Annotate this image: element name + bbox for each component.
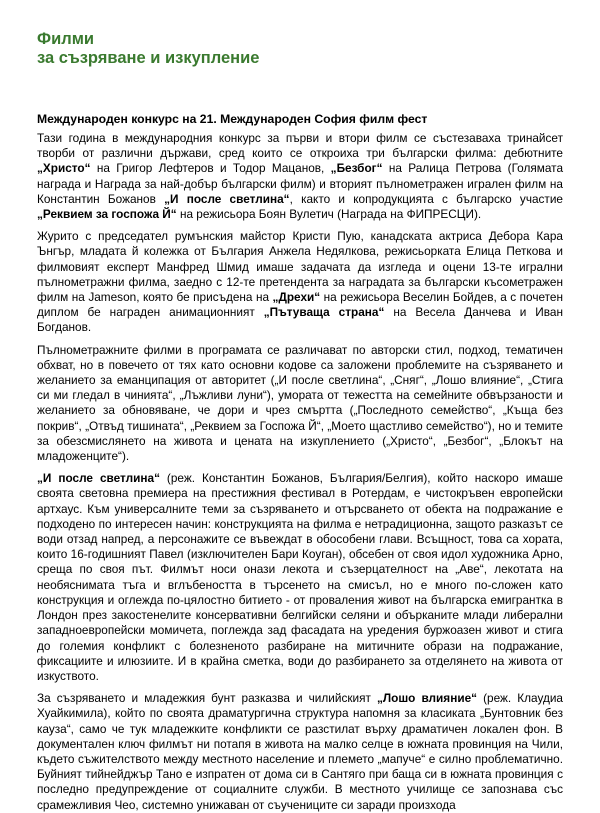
article-title-line-2: за съзряване и изкупление — [37, 49, 260, 67]
paragraph-5 — [37, 691, 563, 813]
paragraph-text: Пълнометражните филми в програмата се различават по авторски стил, подход, тематичен обхват, но в повечето от тях като основни кодове са заложени проблемите на съзряването и желанието за еманципация от авторитет („И после светлина“, „Сняг“, „Лошо влияние“, „Стига си ми гледал в чинията“, „Лъжливи луни“), умората от тежестта на семейните обвързаности и желанието за обновяване, че дори и чрез смъртта („Последното семейство“, „Къща без покрив“, „Отвъд тишината“, „Реквием за Госпожа Й“, „Моето щастливо семейство“), но и темите за обезсмислянето на живота и цената на изкуплението („Христо“, „Безбог“, „Блокът на младоженците“). — [37, 342, 563, 464]
article-title — [37, 30, 563, 68]
film-title-bold: „И после светлина“ — [37, 471, 160, 486]
film-title-bold: „Дрехи“ — [272, 290, 321, 305]
article-body — [37, 131, 563, 813]
document-page — [37, 30, 563, 813]
paragraph-text: , както и копродукцията с българско участие — [289, 191, 563, 206]
film-title-bold: „Безбог“ — [330, 161, 383, 176]
paragraph-text: на режисьора Веселин Бойдев, а с почетен диплом бе награден анимационният — [37, 290, 563, 320]
film-title-bold: „И после светлина“ — [164, 191, 290, 206]
paragraph-3 — [37, 343, 563, 465]
paragraph-4 — [37, 471, 563, 684]
paragraph-text: Журито с председател румънския майстор Кристи Пую, канадската актриса Дебора Кара Ънгър, младата й колежка от България Анжела Недялкова, режисьорката Елица Петкова и филмовият експерт Манфред Шмид имаше задачата да изгледа и оцени 13-те игрални пълнометражни филма, заедно с 12-те претендента за наградата за български късометражен филм на Jameson, която бе присъдена на — [37, 229, 563, 305]
paragraph-text: на режисьора Боян Вулетич (Награда на ФИПРЕСЦИ). — [176, 207, 482, 222]
article-title-line-1: Филми — [37, 30, 95, 48]
film-title-bold: „Христо“ — [37, 161, 91, 176]
paragraph-text: (реж. Константин Божанов, България/Белгия), който наскоро имаше своята световна премиера на престижния фестивал в Ротердам, е чистокръвен европейски артхаус. Към универсалните теми за съзряването и отърсването от обекта на подражание е подходено по интересен начин: конструкцията на филма е нетрадиционна, защото разказът се води отзад напред, а персонажите се въвеждат в обособени глави. Всъщност, това са хората, които 16-годишният Павел (изключителен Бари Коуган), обсебен от своя идол художника Арно, среща по своя път. Филмът носи онази лекота и съзерцателност на „Аве“, лекотата на необяснимата тъга и вглъбеността в търсенето на смисъл, но е много по-сложен като конструкция и оглежда по-цялостно битието - от проваления живот на българска емигрантка в Лондон през закостенелите консервативни белгийски селяни и обърканите млади либерални западноевропейски момичета, поглежда зад фасадата на уредения буржоазен живот и стига до големия конфликт с болезненото разбиране на митичните образи на подражание, фиксациите и илюзиите. И в крайна сметка, води до разбирането за отделянето на живота от изкуството. — [37, 471, 563, 683]
section-heading: Международен конкурс на 21. Международен София филм фест — [37, 112, 428, 126]
film-title-bold: „Лошо влияние“ — [376, 691, 478, 706]
paragraph-2 — [37, 229, 563, 335]
paragraph-text: Тази година в международния конкурс за първи и втори филм се състезаваха тринайсет творби от различни държави, сред които се откроиха три български филма: дебютните — [37, 131, 563, 161]
paragraph-text: на Весела Данчева и Иван Богданов. — [37, 305, 563, 335]
paragraph-text: на Григор Лефтеров и Тодор Мацанов, — [90, 161, 331, 176]
paragraph-text: на Ралица Петрова (Голямата награда и Награда за най-добър български филм) и вторият пълнометражен игрален филм на Константин Божанов — [37, 161, 563, 206]
paragraph-text: За съзряването и младежкия бунт разказва и чилийският — [37, 691, 377, 706]
paragraph-1 — [37, 131, 563, 222]
paragraph-text: (реж. Клаудиа Хуайкимила), който по своята драматургична структура напомня за класиката „Бунтовник без кауза“, само че тук младежките конфликти се разстилат върху драматичен локален фон. В документален ключ филмът ни потапя в живота на малко селце в южната провинция на Чили, където съжителството между местното население и племето „мапуче“ е силно проблематично. Буйният тийнейджър Тано е изпратен от дома си в Сантяго при баща си в южната провинция с последно предупреждение от социалните служби. В местното училище се запознава със срамежливия Чео, системно унижаван от съучениците си заради произхода — [37, 691, 563, 812]
film-title-bold: „Реквием за госпожа Й“ — [37, 207, 177, 222]
film-title-bold: „Пътуваща страна“ — [263, 305, 385, 320]
